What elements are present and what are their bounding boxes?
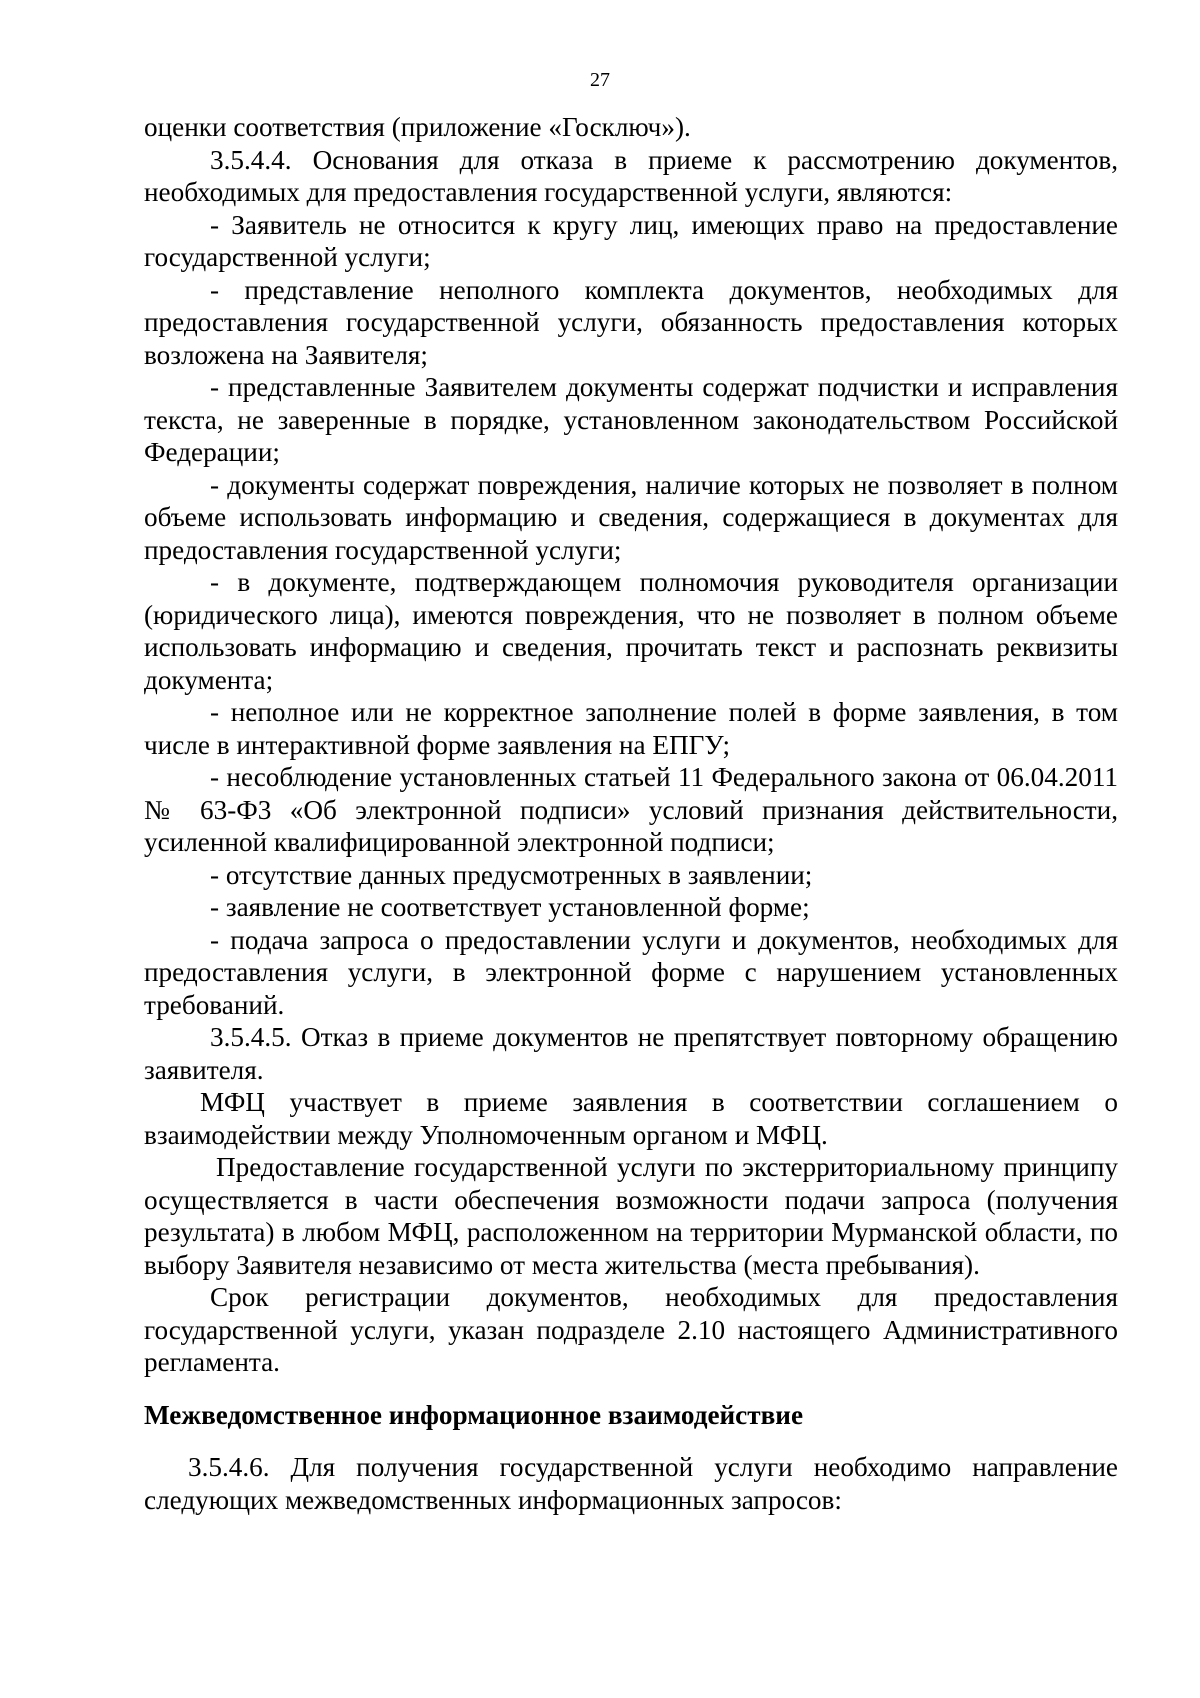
paragraph-3-5-4-4: 3.5.4.4. Основания для отказа в приеме к рассмотрению документов, необходимых для предоставления государственной услуги, являются: (144, 144, 1118, 207)
list-item: - заявление не соответствует установленной форме; (210, 892, 810, 922)
list-item: - Заявитель не относится к кругу лиц, имеющих право на предоставление государственной услуги; (144, 209, 1118, 272)
list-item: - отсутствие данных предусмотренных в заявлении; (210, 859, 813, 890)
list-item: - представленные Заявителем документы содержат подчистки и исправления текста, не заверенные в порядке, установленном законодательством Российской Федерации; (144, 372, 1118, 467)
paragraph-registration-term: Срок регистрации документов, необходимых для предоставления государственной услуги, указан подразделе 2.10 настоящего Административного регламента. (144, 1282, 1118, 1377)
document-body (144, 111, 1118, 1516)
list-item: - документы содержат повреждения, наличие которых не позволяет в полном объеме использовать информацию и сведения, содержащиеся в документах для предоставления государственной услуги; (144, 469, 1118, 565)
section-heading: Межведомственное информационное взаимодействие (144, 1399, 804, 1430)
paragraph-3-5-4-6: 3.5.4.6. Для получения государственной услуги необходимо направление следующих межведомственных информационных запросов: (144, 1452, 1118, 1515)
paragraph-3-5-4-5: 3.5.4.5. Отказ в приеме документов не препятствует повторному обращению заявителя. (144, 1022, 1118, 1085)
paragraph-mfc: МФЦ участвует в приеме заявления в соответствии соглашением о взаимодействии между Уполномоченным органом и МФЦ. (144, 1087, 1118, 1150)
list-item: - несоблюдение установленных статьей 11 Федерального закона от 06.04.2011 № 63-Ф3 «Об электронной подписи» условий признания действительности, усиленной квалифицированной электронной подписи; (144, 762, 1118, 857)
paragraph-exterritorial: Предоставление государственной услуги по экстерриториальному принципу осуществляется в части обеспечения возможности подачи запроса (получения результата) в любом МФЦ, расположенном на территории Мурманской области, по выбору Заявителя независимо от места жительства (места пребывания). (144, 1152, 1118, 1280)
list-item: - в документе, подтверждающем полномочия руководителя организации (юридического лица), имеются повреждения, что не позволяет в полном объеме использовать информацию и сведения, прочитать текст и распознать реквизиты документа; (144, 567, 1118, 695)
paragraph-continuation: оценки соответствия (приложение «Госключ»). (144, 112, 691, 142)
page-number: 27 (590, 69, 610, 91)
list-item: - подача запроса о предоставлении услуги и документов, необходимых для предоставления услуги, в электронной форме с нарушением установленных требований. (144, 924, 1118, 1020)
list-item: - представление неполного комплекта документов, необходимых для предоставления государственной услуги, обязанность предоставления которых возложена на Заявителя; (144, 274, 1118, 370)
list-item: - неполное или не корректное заполнение полей в форме заявления, в том числе в интерактивной форме заявления на ЕПГУ; (144, 697, 1118, 760)
